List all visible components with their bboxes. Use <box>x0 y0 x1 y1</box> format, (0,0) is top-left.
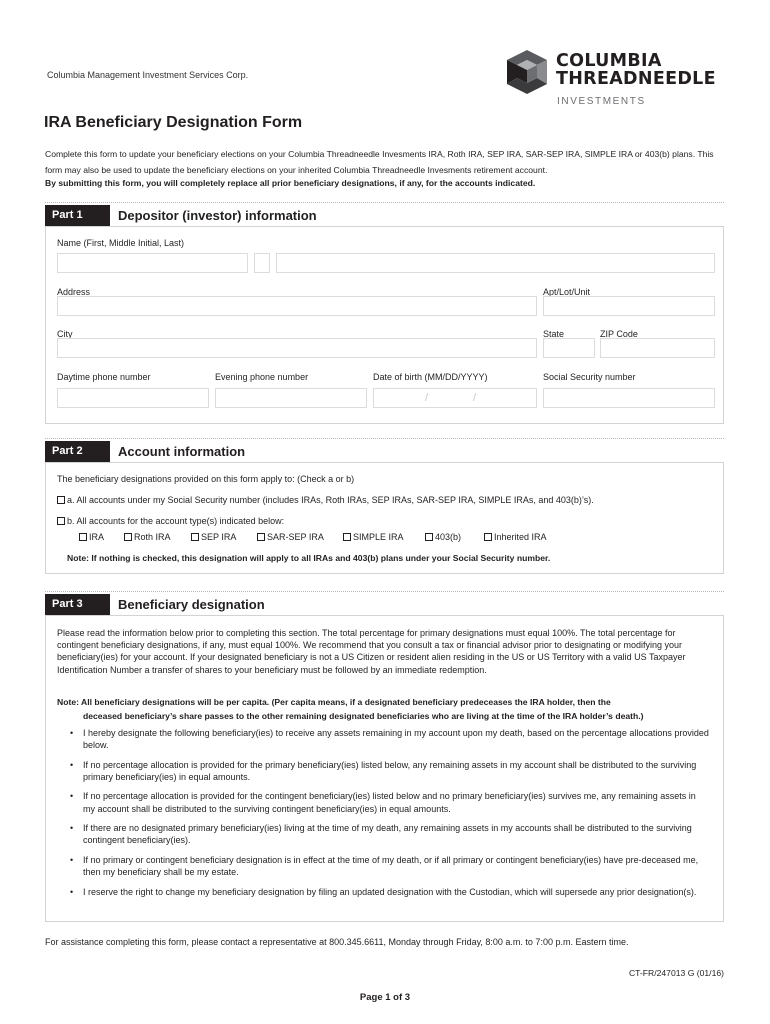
divider <box>45 202 724 203</box>
divider <box>45 438 724 439</box>
part1-tab: Part 1 <box>45 205 110 226</box>
account-type-simple: SIMPLE IRA <box>343 532 404 542</box>
ira-checkbox[interactable] <box>79 533 87 541</box>
part3-note: Note: All beneficiary designations will be per capita. (Per capita means, if a designated beneficiary predeceases the IRA holder, then the deceased beneficiary’s share passes to the other remaining designated beneficiaries who are living at the time of the IRA holder’s death.) <box>57 697 644 721</box>
zip-label: ZIP Code <box>600 329 638 339</box>
list-item: • If no percentage allocation is provided for the primary beneficiary(ies) listed below, any remaining assets in my account shall be distributed to the surviving primary beneficiary(ies) in equal amounts. <box>70 759 697 782</box>
city-field[interactable] <box>57 338 537 358</box>
part2-tab: Part 2 <box>45 441 110 462</box>
account-type-sep: SEP IRA <box>191 532 236 542</box>
form-title: IRA Beneficiary Designation Form <box>44 114 303 131</box>
list-item: • If there are no designated primary beneficiary(ies) living at the time of my death, any remaining assets in my accounts shall be distributed to the surviving contingent beneficiary(ies). <box>70 823 692 846</box>
option-a-checkbox[interactable] <box>57 496 65 504</box>
columbia-threadneedle-logo <box>503 48 733 110</box>
dob-field[interactable] <box>373 388 537 408</box>
day-phone-label: Daytime phone number <box>57 372 151 382</box>
option-b: b. All accounts for the account type(s) indicated below: <box>57 516 284 526</box>
account-type-sarsep: SAR-SEP IRA <box>257 532 324 542</box>
account-type-roth: Roth IRA <box>124 532 171 542</box>
list-item: • If no primary or contingent beneficiary designation is in effect at the time of my death, or if all primary or contingent beneficiary(ies) have pre-deceased me, then my beneficiary shall be my estate. <box>70 854 699 878</box>
part2-intro: The beneficiary designations provided on this form apply to: (Check a or b) <box>57 474 355 484</box>
list-item: • I hereby designate the following beneficiary(ies) to receive any assets remaining in my account upon my death, based on the percentage allocations provided below. <box>70 728 709 751</box>
dob-label: Date of birth (MM/DD/YYYY) <box>373 372 488 382</box>
form-intro: Complete this form to update your beneficiary elections on your Columbia Threadneedle Invesments IRA, Roth IRA, SEP IRA, SAR-SEP IRA, SIMPLE IRA or 403(b) plans. This form may also be used to update the beneficiary elections on your inherited Columbia Threadneedle Invesments retirement account. <box>45 149 714 175</box>
name-label: Name (First, Middle Initial, Last) <box>57 238 185 248</box>
city-label: City <box>57 329 73 339</box>
part3-intro: Please read the information below prior to completing this section. The total percentage for primary designations must equal 100%. The total percentage for contingent beneficiary designations, if any, must equal 100%. We recommend that you consult a tax or financial advisor prior to designating or modifying your beneficiary(ies) for your account. If your designated beneficiary is not a US Citizen or resident alien residing in the US or US Territory with a valid US Taxpayer Identification Number a transfer of shares to your beneficiary must be followed by an immediate redemption. <box>57 628 686 675</box>
account-type-ira: IRA <box>79 532 104 542</box>
option-a: a. All accounts under my Social Security number (includes IRAs, Roth IRAs, SEP IRAs, SAR-SEP IRA, SIMPLE IRAs, and 403(b)’s). <box>57 495 594 505</box>
ssn-label: Social Security number <box>543 372 636 382</box>
sep-ira-checkbox[interactable] <box>191 533 199 541</box>
zip-field[interactable] <box>600 338 715 358</box>
option-b-checkbox[interactable] <box>57 517 65 525</box>
form-intro-warning: By submitting this form, you will completely replace all prior beneficiary designations, if any, for the accounts indicated. <box>45 178 536 188</box>
day-phone-field[interactable] <box>57 388 209 408</box>
account-type-inherited: Inherited IRA <box>484 532 547 542</box>
simple-ira-checkbox[interactable] <box>343 533 351 541</box>
state-field[interactable] <box>543 338 595 358</box>
company-name: Columbia Management Investment Services Corp. <box>47 70 249 80</box>
sar-sep-ira-checkbox[interactable] <box>257 533 265 541</box>
address-field[interactable] <box>57 296 537 316</box>
list-item: • If no percentage allocation is provided for the contingent beneficiary(ies) listed below and no primary beneficiary(ies) survives me, any remaining assets in my account shall be distributed to the surviving contingent beneficiary(ies) in equal amounts. <box>70 791 696 814</box>
part3-tab: Part 3 <box>45 594 110 615</box>
assistance-text: For assistance completing this form, please contact a representative at 800.345.6611, Monday through Friday, 8:00 a.m. to 7:00 p.m. Eastern time. <box>45 937 629 947</box>
last-name-field[interactable] <box>276 253 715 273</box>
state-label: State <box>543 329 565 339</box>
account-type-403b: 403(b) <box>425 532 461 542</box>
logo-cube-icon <box>503 48 551 96</box>
part1-title: Depositor (investor) information <box>118 208 317 223</box>
list-item: • I reserve the right to change my beneficiary designation by filing an updated designation with the Custodian, which will supersede any prior designation(s). <box>70 886 697 897</box>
page-number: Page 1 of 3 <box>359 992 411 1003</box>
roth-ira-checkbox[interactable] <box>124 533 132 541</box>
eve-phone-label: Evening phone number <box>215 372 309 382</box>
part2-title: Account information <box>118 444 246 459</box>
eve-phone-field[interactable] <box>215 388 367 408</box>
ssn-field[interactable] <box>543 388 715 408</box>
logo-wordmark: COLUMBIA THREADNEEDLE <box>556 51 716 89</box>
apt-label: Apt/Lot/Unit <box>543 287 591 297</box>
divider <box>45 591 724 592</box>
apt-field[interactable] <box>543 296 715 316</box>
dob-separator: / <box>473 392 477 404</box>
first-name-field[interactable] <box>57 253 248 273</box>
logo-tagline: INVESTMENTS <box>557 96 646 107</box>
part2-note: Note: If nothing is checked, this designation will apply to all IRAs and 403(b) plans under your Social Security number. <box>67 553 551 563</box>
inherited-ira-checkbox[interactable] <box>484 533 492 541</box>
part3-title: Beneficiary designation <box>118 597 265 612</box>
part3-bullets <box>70 727 710 905</box>
middle-initial-field[interactable] <box>254 253 270 273</box>
403b-checkbox[interactable] <box>425 533 433 541</box>
form-code: CT-FR/247013 G (01/16) <box>628 968 724 978</box>
dob-separator: / <box>425 392 429 404</box>
address-label: Address <box>57 287 91 297</box>
